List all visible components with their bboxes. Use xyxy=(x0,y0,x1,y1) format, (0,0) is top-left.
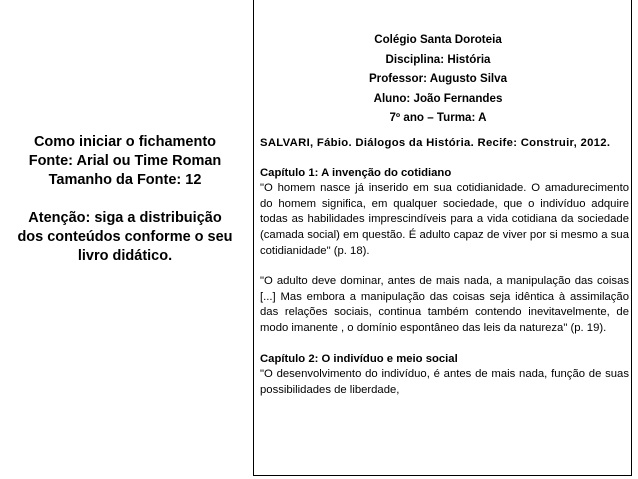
note-font-size: Tamanho da Fonte: 12 xyxy=(48,172,202,188)
quote-1: "O homem nasce já inserido em sua cotidianidade. O amadurecimento do homem significa, em qualquer sociedade, que o indivíduo adquire todas as habilidades imprescindíveis para a vida cotidiana da sociedade (camada social) em questão. É adulto capaz de viver por si mesmo a sua cotidianidade" (p. 18). xyxy=(260,182,629,257)
instruction-notes xyxy=(0,133,250,266)
quote-2: "O adulto deve dominar, antes de mais nada, a manipulação das coisas [...] Mas embora a manipulação das coisas seja idêntica à assimilação das relações sociais, continua também contendo inevitavelmente, de modo imanente , o domínio espontâneo das leis da natureza" (p. 19). xyxy=(260,275,629,334)
document-content xyxy=(260,136,629,398)
school-name: Colégio Santa Doroteia xyxy=(374,33,502,46)
teacher-line: Professor: Augusto Silva xyxy=(368,72,508,86)
chapter-1-heading: Capítulo 1: A invenção do cotidiano xyxy=(260,166,452,179)
quote-3: "O desenvolvimento do indivíduo, é antes de mais nada, função de suas possibilidades de liberdade, xyxy=(260,368,629,396)
note-attention-cont: dos conteúdos conforme o seu xyxy=(17,229,233,245)
grade-line: 7º ano – Turma: A xyxy=(389,111,487,125)
note-attention-end: livro didático. xyxy=(77,248,173,264)
subject-line: Disciplina: História xyxy=(385,52,491,66)
chapter-2-heading: Capítulo 2: O indivíduo e meio social xyxy=(260,352,458,365)
document-header xyxy=(346,30,530,128)
bibliographic-reference: SALVARI, Fábio. Diálogos da História. Recife: Construir, 2012. xyxy=(260,137,611,149)
student-line: Aluno: João Fernandes xyxy=(373,91,503,105)
note-font: Fonte: Arial ou Time Roman xyxy=(28,153,222,169)
note-title: Como iniciar o fichamento xyxy=(33,134,217,150)
note-attention: Atenção: siga a distribuição xyxy=(28,210,222,226)
document-page xyxy=(253,0,632,476)
